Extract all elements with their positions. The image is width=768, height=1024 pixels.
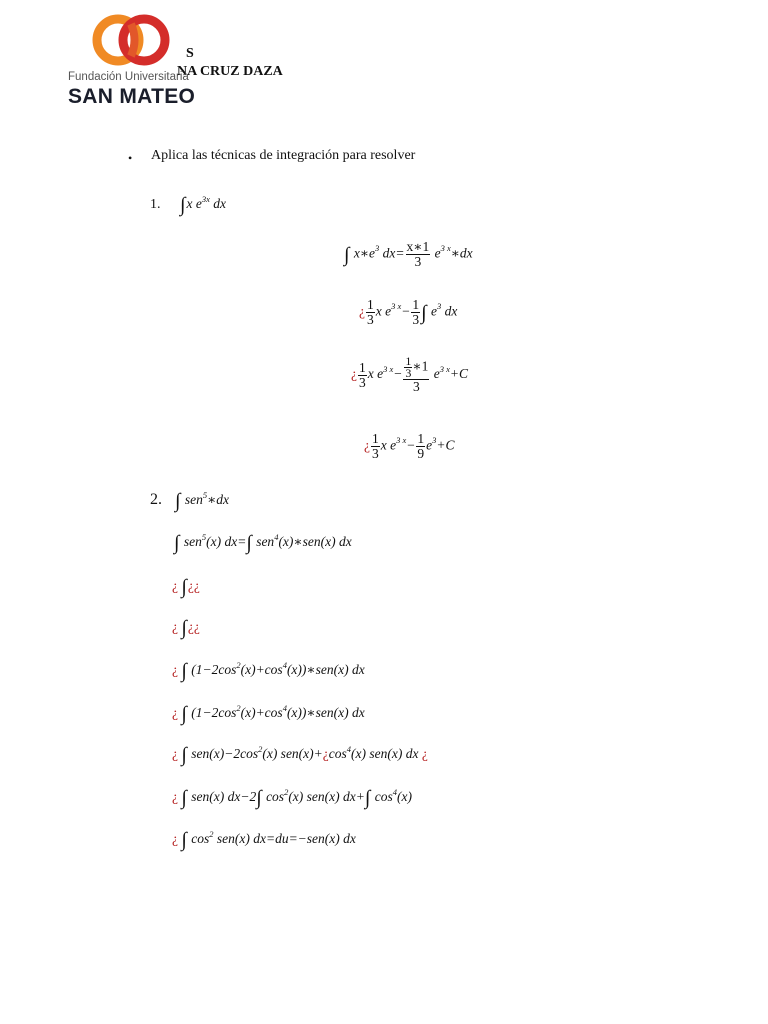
problem-1-step-4: ¿ $\frac{1}{3}$ x $e^{3 x}-$ $\frac{1}{9}$ $e^3+C$ <box>364 431 455 461</box>
problem-1-statement: ∫x $e^{3x}$ dx <box>180 193 226 216</box>
logo-subtitle: Fundación Universitaria <box>68 71 189 83</box>
problem-2-step-8: ¿ ∫ $\cos^2 sen(x)$ dx=du=−sen(x) dx <box>172 828 356 851</box>
logo-title: SAN MATEO <box>68 85 196 108</box>
problem-2-step-3: ¿ ∫¿¿ <box>172 617 200 639</box>
problem-2-step-2: ¿ ∫¿¿ <box>172 576 200 598</box>
problem-2-number: 2. <box>150 491 162 508</box>
problem-1-step-1: ∫ $x∗e^3$ dx= $\frac{x∗1}{3}$ $e^{3 x}∗dx$ <box>344 239 473 269</box>
instruction-text: Aplica las técnicas de integración para resolver <box>151 148 416 163</box>
header-line-2: NA CRUZ DAZA <box>177 64 283 79</box>
university-logo <box>68 14 196 106</box>
problem-2-step-7: ¿ ∫ sen(x) dx−2∫ $\cos^2(x)$ sen(x) dx+∫ $\cos^4(x)$ <box>172 786 412 809</box>
infinity-emblem-icon <box>68 14 196 70</box>
problem-1-step-3: ¿ $\frac{1}{3}$ x $e^{3 x}-$ $\frac{1}{3}$ ∗1 3 $e^{3 x}+C$ <box>351 354 468 394</box>
problem-1-number: 1. <box>150 197 161 212</box>
problem-2-step-1: ∫ sen$^5$(x) dx=∫ sen$^4$(x)∗sen(x) dx <box>174 531 352 554</box>
problem-2-step-6: ¿ ∫ $sen(x)-2\cos^2(x)$ $sen(x)+¿\cos^4(x)$ sen(x) dx ¿ <box>172 743 428 766</box>
bullet: • <box>128 151 133 165</box>
problem-2-step-4: ¿ ∫ $(1-2\cos^2(x)+\cos^4(x))∗sen(x)$ dx <box>172 659 365 682</box>
header-line-1: S <box>186 46 194 61</box>
problem-2-step-5: ¿ ∫ $(1-2\cos^2(x)+\cos^4(x))∗sen(x)$ dx <box>172 702 365 725</box>
problem-2-statement: ∫ sen$^5$∗dx <box>175 489 230 512</box>
problem-1-step-2: ¿ $\frac{1}{3}$ x $e^{3 x}-$ $\frac{1}{3}$ ∫ $e^3$ dx <box>359 297 458 327</box>
